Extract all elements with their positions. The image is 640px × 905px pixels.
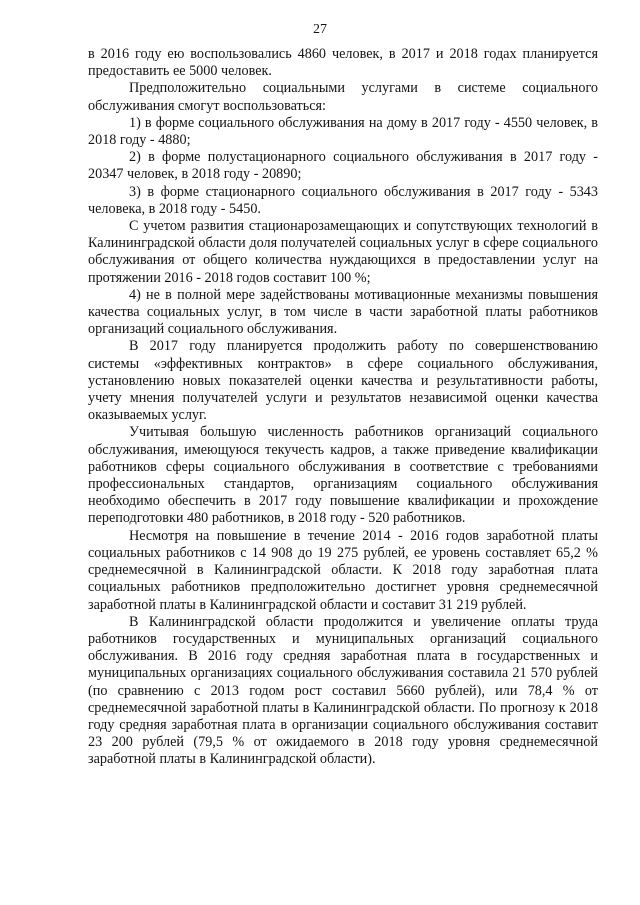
document-body	[88, 46, 598, 769]
list-item: 3) в форме стационарного социального обслуживания в 2017 году - 5343 человека, в 2018 году - 5450.	[88, 183, 598, 217]
list-item: 1) в форме социального обслуживания на дому в 2017 году - 4550 человек, в 2018 году - 4880;	[88, 114, 598, 149]
paragraph: С учетом развития стационарозамещающих и сопутствующих технологий в Калининградской области доля получателей социальных услуг в сфере социального обслуживания от общего количества нуждающихся в предоставлении услуг на протяжении 2016 - 2018 годов составит 100 %;	[88, 218, 598, 286]
paragraph: в 2016 году ею воспользовались 4860 человек, в 2017 и 2018 годах планируется предоставить ее 5000 человек.	[88, 46, 598, 80]
paragraph: Несмотря на повышение в течение 2014 - 2016 годов заработной платы социальных работников с 14 908 до 19 275 рублей, ее уровень составляет 65,2 % среднемесячной в Калининградской области. К 2018 году заработная плата социальных работников предположительно достигнет уровня среднемесячной заработной платы в Калининградской области и составит 31 219 рублей.	[88, 527, 598, 613]
list-item: 2) в форме полустационарного социального обслуживания в 2017 году - 20347 человек, в 2018 году - 20890;	[88, 149, 598, 183]
page-number: 27	[313, 22, 327, 37]
paragraph: Предположительно социальными услугами в системе социального обслуживания смогут воспользоваться:	[88, 80, 598, 114]
list-item: 4) не в полной мере задействованы мотивационные механизмы повышения качества социальных услуг, в том числе в части заработной платы работников организаций социального обслуживания.	[88, 286, 598, 338]
paragraph: В Калининградской области продолжится и увеличение оплаты труда работников государственных и муниципальных организаций социального обслуживания. В 2016 году средняя заработная плата в государственных и муниципальных организациях социального обслуживания составила 21 570 рублей (по сравнению с 2013 годом рост составил 5660 рублей), или 78,4 % от среднемесячной заработной платы в Калининградской области. По прогнозу к 2018 году средняя заработная плата в организации социального обслуживания составит 23 200 рублей (79,5 % от ожидаемого в 2018 году уровня среднемесячной заработной платы в Калининградской области).	[88, 613, 598, 768]
paragraph: Учитывая большую численность работников организаций социального обслуживания, имеющуюся текучесть кадров, а также приведение квалификации работников сферы социального обслуживания в соответствие с требованиями профессиональных стандартов, организациям социального обслуживания необходимо обеспечить в 2017 году повышение квалификации и прохождение переподготовки 480 работников, в 2018 году - 520 работников.	[88, 424, 598, 527]
paragraph: В 2017 году планируется продолжить работу по совершенствованию системы «эффективных контрактов» в сфере социального обслуживания, установлению новых показателей оценки качества и результативности работы, учету мнения получателей услуги и результатов независимой оценки качества оказываемых услуг.	[88, 338, 598, 424]
